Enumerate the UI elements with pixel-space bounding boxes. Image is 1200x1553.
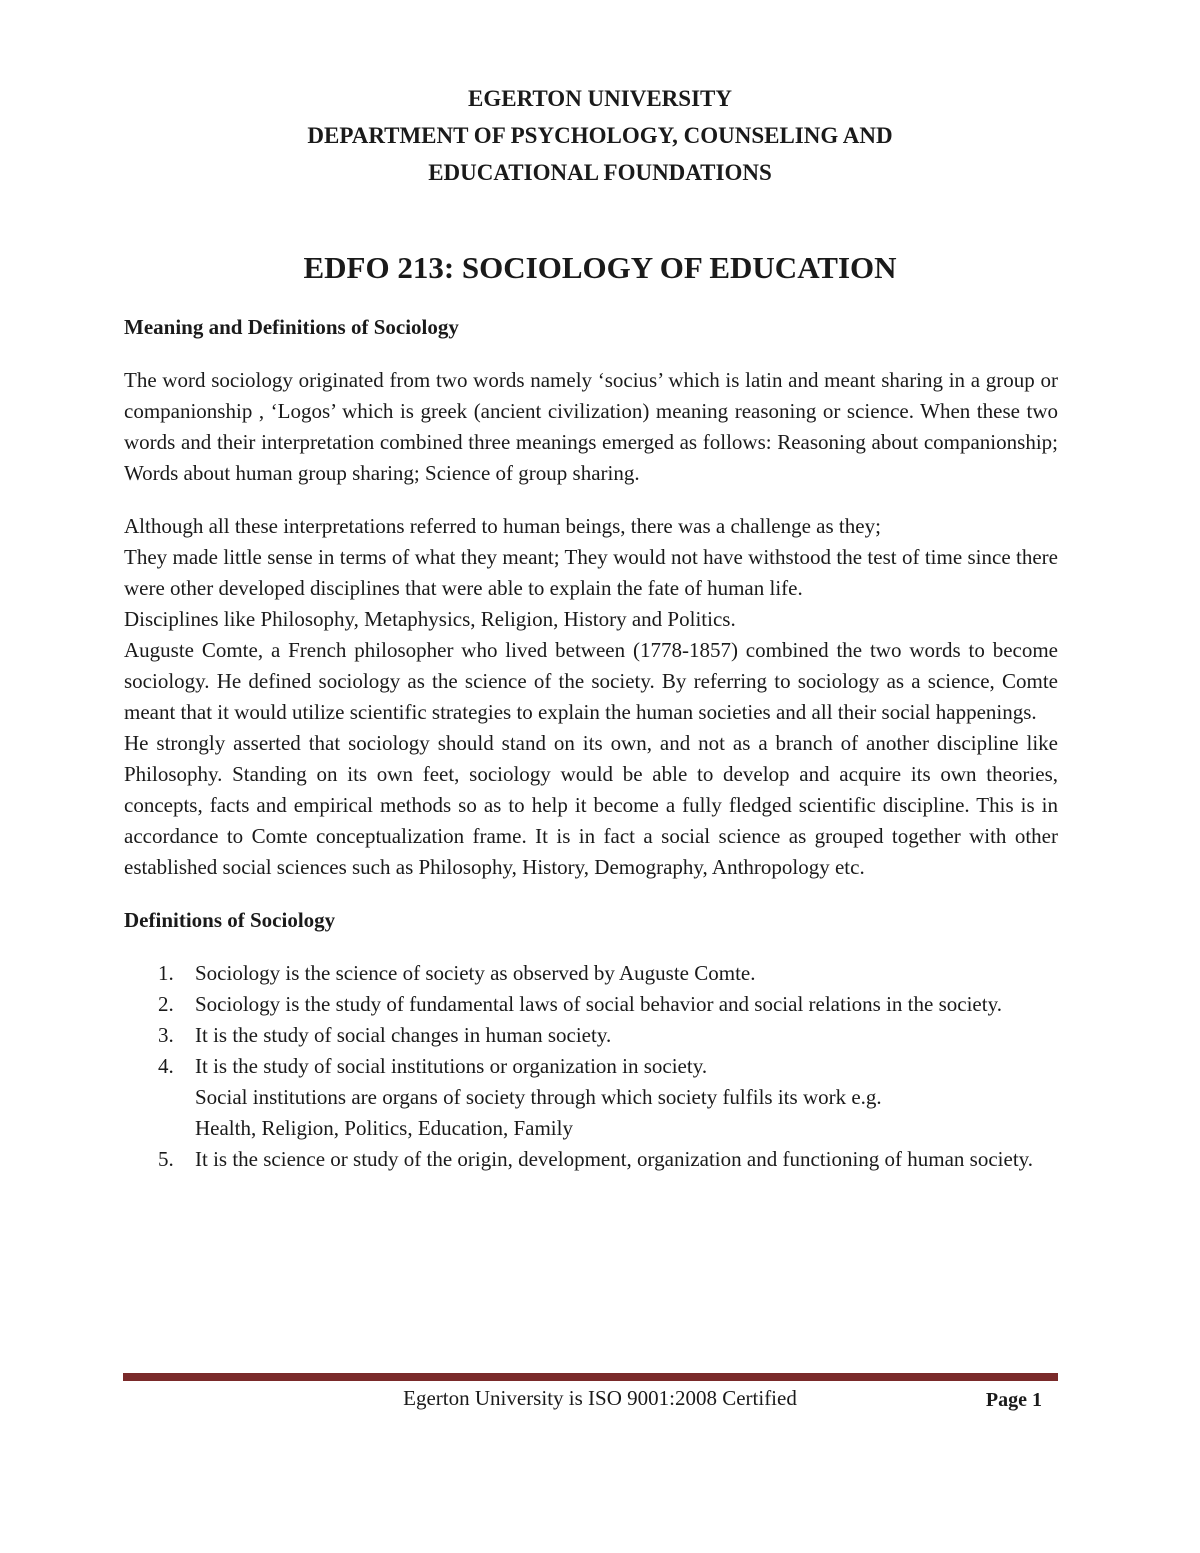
- list-item-number: 2.: [158, 992, 174, 1016]
- document-body: [124, 312, 1058, 1175]
- list-item-text: It is the science or study of the origin, development, organization and functioning of human society.: [195, 1147, 1034, 1171]
- document-header: [0, 80, 1200, 191]
- list-item: [124, 989, 1058, 1020]
- paragraph-comte: Auguste Comte, a French philosopher who lived between (1778-1857) combined the two words to become sociology. He defined sociology as the science of the society. By referring to sociology as a science, Comte meant that it would utilize scientific strategies to explain the human societies and all their social happenings.: [124, 638, 1058, 724]
- footer-divider: [123, 1373, 1058, 1381]
- paragraph-origin: The word sociology originated from two words namely ‘socius’ which is latin and meant sharing in a group or companionship , ‘Logos’ which is greek (ancient civilization) meaning reasoning or science. When these two words and their interpretation combined three meanings emerged as follows: Reasoning about companionship; Words about human group sharing; Science of group sharing.: [124, 368, 1058, 485]
- list-item-number: 3.: [158, 1023, 174, 1047]
- university-name: EGERTON UNIVERSITY: [468, 86, 732, 111]
- list-item-subtext: Health, Religion, Politics, Education, Family: [195, 1116, 573, 1140]
- list-item: [124, 1051, 1058, 1144]
- list-item-number: 5.: [158, 1147, 174, 1171]
- department-name-line1: DEPARTMENT OF PSYCHOLOGY, COUNSELING AND: [307, 123, 893, 148]
- list-item: [124, 1020, 1058, 1051]
- section-heading-meaning: Meaning and Definitions of Sociology: [124, 315, 459, 339]
- paragraph-challenge-detail: They made little sense in terms of what they meant; They would not have withstood the test of time since there were other developed disciplines that were able to explain the fate of human life.: [124, 545, 1058, 600]
- paragraph-challenge-intro: Although all these interpretations referred to human beings, there was a challenge as they;: [124, 514, 881, 538]
- list-item-number: 4.: [158, 1054, 174, 1078]
- list-item-text: Sociology is the science of society as observed by Auguste Comte.: [195, 961, 756, 985]
- list-item-subtext: Social institutions are organs of society through which society fulfils its work e.g.: [195, 1085, 882, 1109]
- footer-certification: Egerton University is ISO 9001:2008 Certified: [403, 1386, 797, 1410]
- paragraph-comte-assertion: He strongly asserted that sociology should stand on its own, and not as a branch of another discipline like Philosophy. Standing on its own feet, sociology would be able to develop and acquire its own theories, concepts, facts and empirical methods so as to help it become a fully fledged scientific discipline. This is in accordance to Comte conceptualization frame. It is in fact a social science as grouped together with other established social sciences such as Philosophy, History, Demography, Anthropology etc.: [124, 731, 1058, 879]
- list-item-text: Sociology is the study of fundamental laws of social behavior and social relations in the society.: [195, 992, 1002, 1016]
- list-item-text: It is the study of social changes in human society.: [195, 1023, 612, 1047]
- section-heading-definitions: Definitions of Sociology: [124, 908, 336, 932]
- definitions-list: [124, 958, 1058, 1175]
- paragraph-disciplines: Disciplines like Philosophy, Metaphysics, Religion, History and Politics.: [124, 607, 736, 631]
- list-item-text: It is the study of social institutions or organization in society.: [195, 1054, 708, 1078]
- course-title: EDFO 213: SOCIOLOGY OF EDUCATION: [303, 250, 897, 285]
- page-number: Page 1: [985, 1389, 1042, 1411]
- department-name-line2: EDUCATIONAL FOUNDATIONS: [428, 160, 772, 185]
- list-item: [124, 958, 1058, 989]
- list-item: [124, 1144, 1058, 1175]
- list-item-number: 1.: [158, 961, 174, 985]
